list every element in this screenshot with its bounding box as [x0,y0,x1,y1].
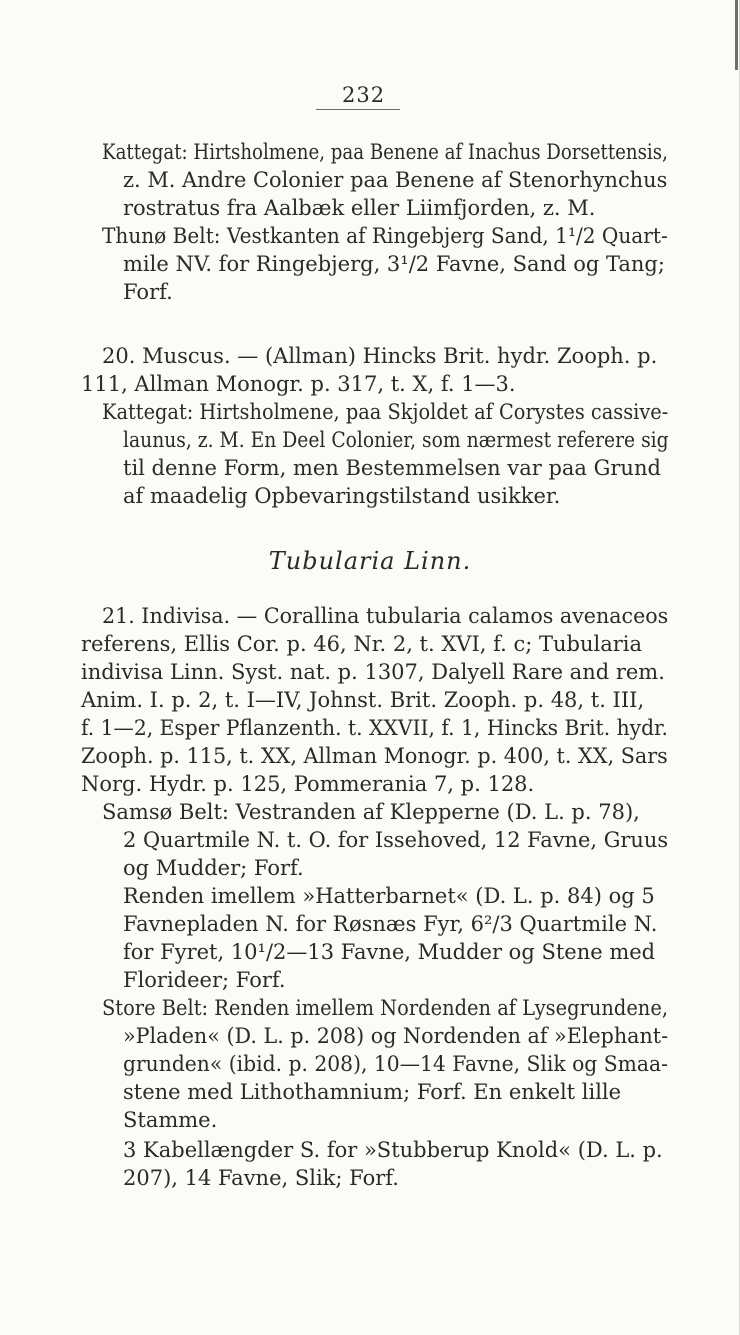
text-line: 21. Indivisa. — Corallina tubularia calamos avenaceos [102,604,669,628]
text-line: stene med Lithothamnium; Forf. En enkelt lille [123,1080,622,1104]
text-line: 3 Kabellængder S. for »Stubberup Knold« (D. L. p. [123,1138,663,1162]
text-line: Store Belt: Renden imellem Nordenden af Lysegrundene, [102,996,668,1020]
text-line: indivisa Linn. Syst. nat. p. 1307, Dalyell Rare and rem. [81,660,665,684]
text-line: Renden imellem »Hatterbarnet« (D. L. p. 84) og 5 [123,884,655,908]
text-line: Thunø Belt: Vestkanten af Ringebjerg Sand, 1¹/2 Quart- [102,224,668,248]
text-line: til denne Form, men Bestemmelsen var paa Grund [123,456,661,480]
text-line: Anim. I. p. 2, t. I—IV, Johnst. Brit. Zooph. p. 48, t. III, [81,688,645,712]
text-line: og Mudder; Forf. [123,856,304,880]
page-edge-mark [735,0,738,70]
text-line: Favnepladen N. for Røsnæs Fyr, 6²/3 Quartmile N. [123,912,658,936]
text-line: 2 Quartmile N. t. O. for Issehoved, 12 Favne, Gruus [123,828,669,852]
text-line: mile NV. for Ringebjerg, 3¹/2 Favne, Sand og Tang; [123,252,665,276]
text-line: 20. Muscus. — (Allman) Hincks Brit. hydr. Zooph. p. [102,344,658,368]
text-line: af maadelig Opbevaringstilstand usikker. [123,484,561,508]
text-line: 111, Allman Monogr. p. 317, t. X, f. 1—3. [81,372,516,396]
text-line: 207), 14 Favne, Slik; Forf. [123,1166,399,1190]
text-line: grunden« (ibid. p. 208), 10—14 Favne, Slik og Smaa- [123,1052,668,1076]
text-line: Kattegat: Hirtsholmene, paa Benene af Inachus Dorsettensis, [102,140,668,164]
text-line: launus, z. M. En Deel Colonier, som nærmest referere sig [123,428,669,452]
text-line: Stamme. [123,1108,218,1132]
page-number: 232 [342,83,386,107]
text-line: Florideer; Forf. [123,968,286,992]
text-line: Samsø Belt: Vestranden af Klepperne (D. L. p. 78), [102,800,640,824]
text-line: Kattegat: Hirtsholmene, paa Skjoldet af Corystes cassive- [102,400,669,424]
text-line: for Fyret, 10¹/2—13 Favne, Mudder og Stene med [123,940,656,964]
text-line: »Pladen« (D. L. p. 208) og Nordenden af »Elephant- [123,1024,669,1048]
text-line: rostratus fra Aalbæk eller Liimfjorden, z. M. [123,196,596,220]
text-line: Forf. [123,280,173,304]
text-line: z. M. Andre Colonier paa Benene af Stenorhynchus [123,168,668,192]
section-heading: Tubularia Linn. [268,547,472,575]
text-line: referens, Ellis Cor. p. 46, Nr. 2, t. XVI, f. c; Tubularia [81,632,642,656]
page-number-rule [316,109,400,110]
text-line: Norg. Hydr. p. 125, Pommerania 7, p. 128. [81,772,535,796]
text-line: Zooph. p. 115, t. XX, Allman Monogr. p. 400, t. XX, Sars [81,744,668,768]
text-line: f. 1—2, Esper Pflanzenth. t. XXVII, f. 1, Hincks Brit. hydr. [81,716,668,740]
